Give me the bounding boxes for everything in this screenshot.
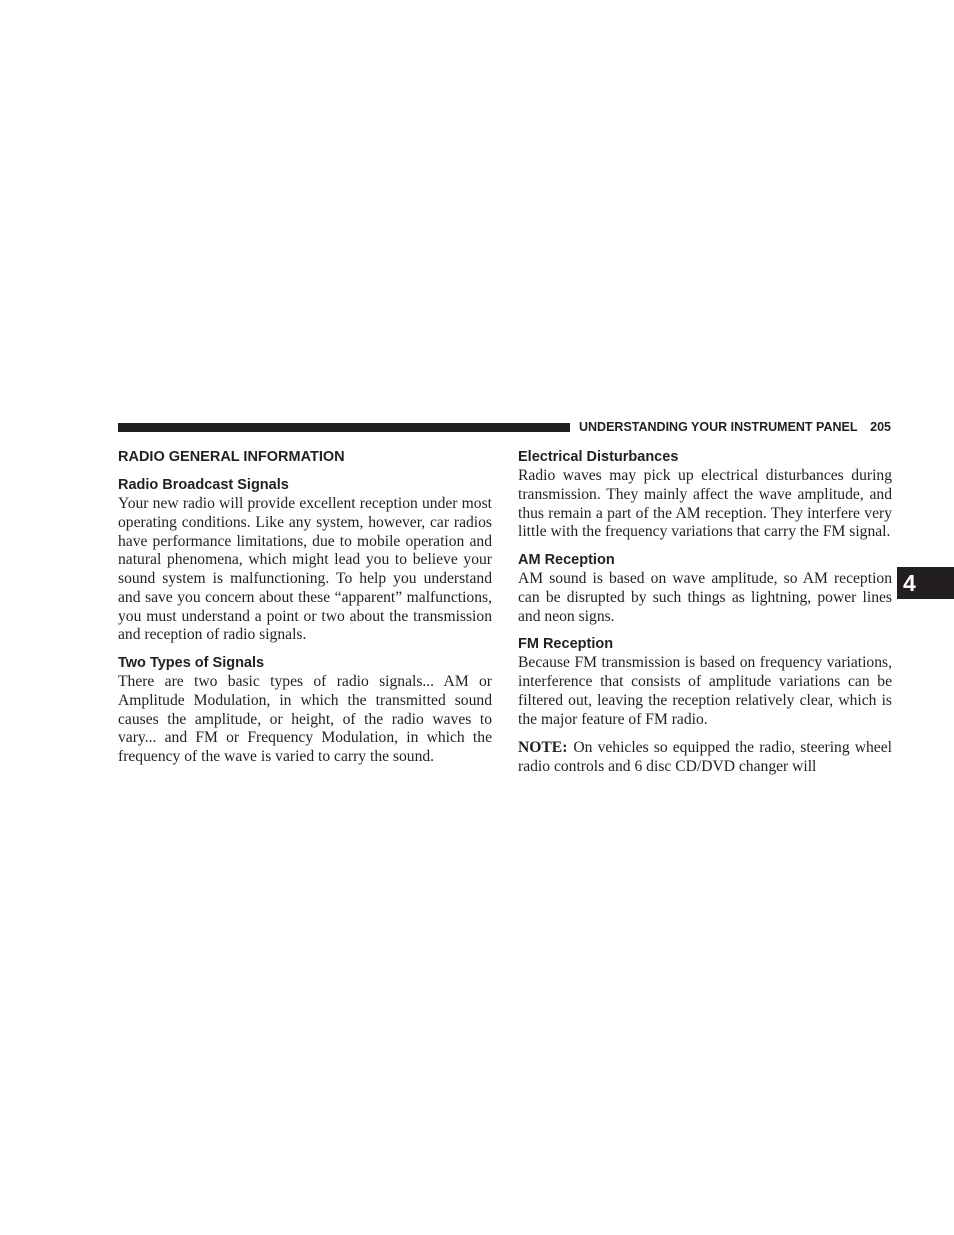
main-heading: RADIO GENERAL INFORMATION (118, 449, 345, 465)
section-heading-am-reception: AM Reception (518, 552, 615, 568)
left-column (118, 448, 492, 767)
header-section-title: UNDERSTANDING YOUR INSTRUMENT PANEL (579, 420, 858, 434)
header-rule (118, 423, 570, 432)
section-body-two-types-of-signals: There are two basic types of radio signals... AM or Amplitude Modulation, in which the transmitted sound causes the amplitude, or height, of the radio waves to vary... and FM or Frequency Modulation, in which the frequency of the wave is varied to carry the sound. (118, 673, 492, 765)
page-number: 205 (870, 420, 891, 434)
section-heading-two-types-of-signals: Two Types of Signals (118, 655, 265, 671)
section-body-fm-reception: Because FM transmission is based on frequency variations, interference that consists of amplitude variations can be filtered out, leaving the reception relatively clear, which is the major feature of FM radio. (518, 654, 892, 728)
chapter-tab: 4 (897, 567, 954, 599)
section-body-radio-broadcast-signals: Your new radio will provide excellent reception under most operating conditions. Like any system, however, car radios have performance limitations, due to mobile operation and natural phenomena, which might lead you to believe your sound system is malfunctioning. To help you understand and save you concern about these “apparent” malfunctions, you must understand a point or two about the transmission and reception of radio signals. (118, 495, 492, 644)
section-heading-radio-broadcast-signals: Radio Broadcast Signals (118, 477, 289, 493)
right-column (518, 448, 892, 777)
running-header (579, 420, 891, 435)
note-paragraph (518, 739, 892, 777)
note-label: NOTE: (518, 739, 568, 757)
section-body-am-reception: AM sound is based on wave amplitude, so AM reception can be disrupted by such things as lightning, power lines and neon signs. (518, 570, 892, 625)
note-text: On vehicles so equipped the radio, steering wheel radio controls and 6 disc CD/DVD changer will (518, 739, 892, 775)
section-heading-fm-reception: FM Reception (518, 636, 614, 653)
section-heading-electrical-disturbances: Electrical Disturbances (518, 449, 679, 465)
section-body-electrical-disturbances: Radio waves may pick up electrical disturbances during transmission. They mainly affect the wave amplitude, and thus remain a part of the AM reception. They interfere very little with the frequency variations that carry the FM signal. (518, 467, 892, 541)
